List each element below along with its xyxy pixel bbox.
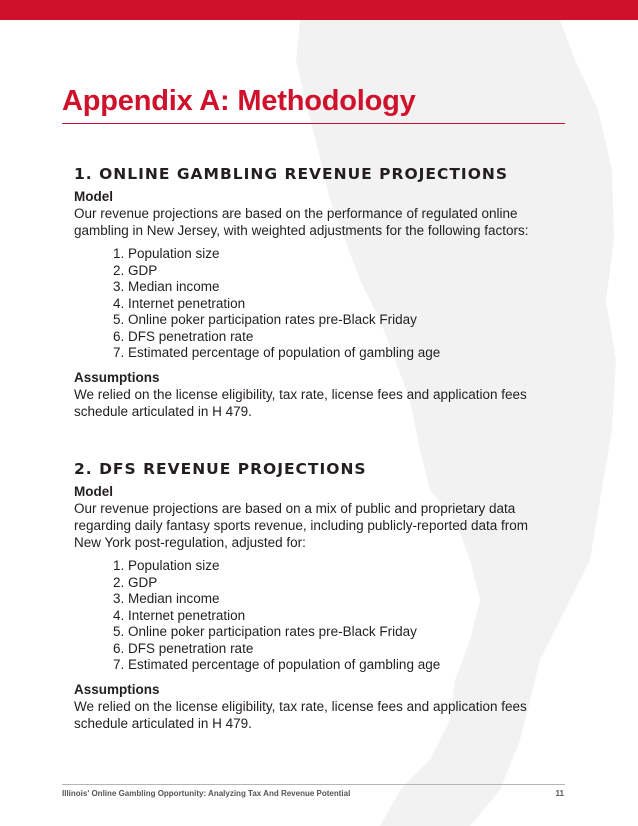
list-item: 3. Median income (113, 279, 220, 294)
footer-divider (62, 784, 565, 785)
list-item: 4. Internet penetration (113, 295, 246, 311)
assumptions-label: Assumptions (74, 369, 160, 385)
model-text: Our revenue projections are based on a mix of public and proprietary data regarding daily fantasy sports revenue, including publicly-reported data from New York post-regulation, adjusted for: (74, 501, 528, 550)
page-title: Appendix A: Methodology (62, 85, 416, 117)
list-item: 2. GDP (113, 262, 158, 278)
model-label: Model (74, 484, 113, 499)
section-heading: 2. DFS REVENUE PROJECTIONS (74, 460, 367, 478)
list-item: 1. Population size (113, 558, 220, 573)
list-item: 6. DFS penetration rate (113, 328, 254, 344)
list-item: 5. Online poker participation rates pre-Black Friday (113, 624, 417, 639)
list-item: 4. Internet penetration (113, 607, 246, 623)
list-item: 2. GDP (113, 574, 158, 590)
assumptions-label: Assumptions (74, 681, 160, 697)
list-item: 3. Median income (113, 591, 220, 606)
page-number: 11 (555, 789, 564, 798)
section-heading: 1. ONLINE GAMBLING REVENUE PROJECTIONS (74, 165, 509, 183)
list-item: 7. Estimated percentage of population of gambling age (113, 657, 441, 672)
list-item: 6. DFS penetration rate (113, 640, 254, 656)
model-text: Our revenue projections are based on the performance of regulated online gambling in New Jersey, with weighted adjustments for the following factors: (74, 206, 529, 238)
title-divider (62, 123, 565, 124)
footer-text: Illinois' Online Gambling Opportunity: Analyzing Tax And Revenue Potential (62, 789, 351, 798)
section-dfs-revenue (74, 458, 554, 732)
model-label: Model (74, 189, 113, 204)
factor-list (74, 246, 554, 362)
section-online-gambling (74, 163, 554, 420)
list-item: 5. Online poker participation rates pre-Black Friday (113, 312, 417, 327)
factor-list (74, 558, 554, 674)
assumptions-text: We relied on the license eligibility, tax rate, license fees and application fees schedule articulated in H 479. (74, 386, 527, 419)
list-item: 1. Population size (113, 246, 220, 261)
list-item: 7. Estimated percentage of population of gambling age (113, 345, 441, 360)
assumptions-text: We relied on the license eligibility, tax rate, license fees and application fees schedule articulated in H 479. (74, 698, 527, 731)
